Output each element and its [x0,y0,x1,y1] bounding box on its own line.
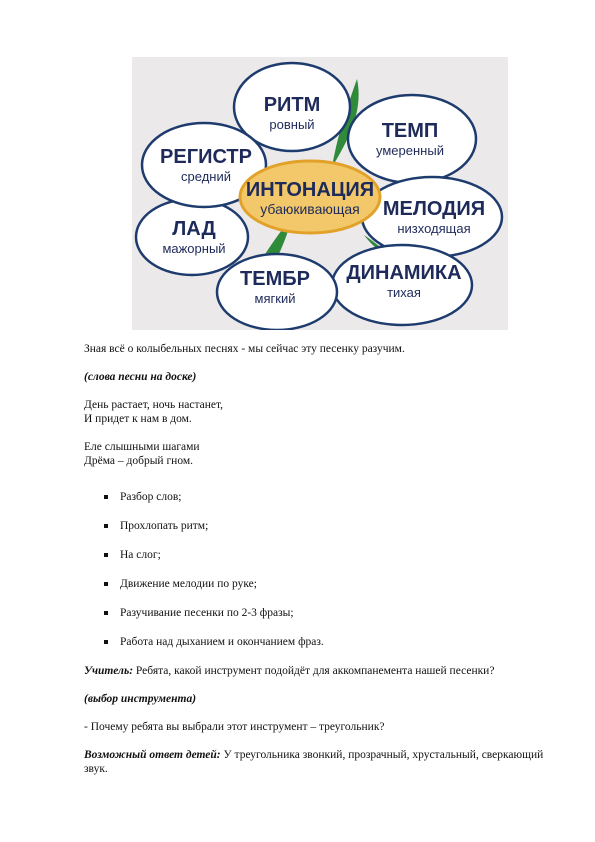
petal-value-melodiya: низходящая [397,221,471,236]
petal-value-ritm: ровный [269,117,315,132]
lyrics-note: (слова песни на доске) [84,371,197,383]
petal-title-tembr: ТЕМБР [240,268,310,290]
petal-title-ritm: РИТМ [263,94,321,116]
petal-value-dinamika: тихая [387,285,421,300]
teacher-text: Ребята, какой инструмент подойдёт для аккомпанемента нашей песенки? [133,665,495,677]
lesson-text [84,342,544,776]
petal-title-temp: ТЕМП [381,120,439,142]
teacher-label: Учитель: [84,665,134,677]
center-title: ИНТОНАЦИЯ [245,179,375,201]
answer-label: Возможный ответ детей: [84,749,221,761]
answer-text: У треугольника звонкий, прозрачный, хрустальный, сверкающий звук. [84,749,544,775]
petal-value-registr: средний [181,169,231,184]
teacher-line [84,664,544,678]
petal-value-lad: мажорный [162,241,226,256]
list-item: Работа над дыханием и окончанием фраз. [84,635,544,664]
lyrics-line: Еле слышными шагами [84,441,200,453]
list-item: Прохлопать ритм; [84,519,544,548]
center-value: убаюкивающая [260,201,360,217]
lyrics-line: И придет к нам в дом. [84,413,192,425]
list-item: Движение мелодии по руке; [84,577,544,606]
petal-title-dinamika: ДИНАМИКА [346,262,462,284]
petal-title-registr: РЕГИСТР [160,146,252,168]
intro-line: Зная всё о колыбельных песнях - мы сейчас эту песенку разучим. [84,343,405,355]
petal-value-tembr: мягкий [254,291,296,306]
choice-note: (выбор инструмента) [84,693,197,705]
lyrics-line: День растает, ночь настанет, [84,399,224,411]
answer-line [84,748,544,776]
list-item: На слог; [84,548,544,577]
lyrics-line: Дрёма – добрый гном. [84,455,194,467]
petal-title-lad: ЛАД [172,218,216,240]
list-item: Разбор слов; [84,490,544,519]
petal-title-melodiya: МЕЛОДИЯ [382,198,486,220]
list-item: Разучивание песенки по 2-3 фразы; [84,606,544,635]
music-flower-diagram [132,57,508,330]
steps-list [84,490,544,664]
question-line: - Почему ребята вы выбрали этот инструмент – треугольник? [84,721,385,733]
petal-value-temp: умеренный [376,143,444,158]
